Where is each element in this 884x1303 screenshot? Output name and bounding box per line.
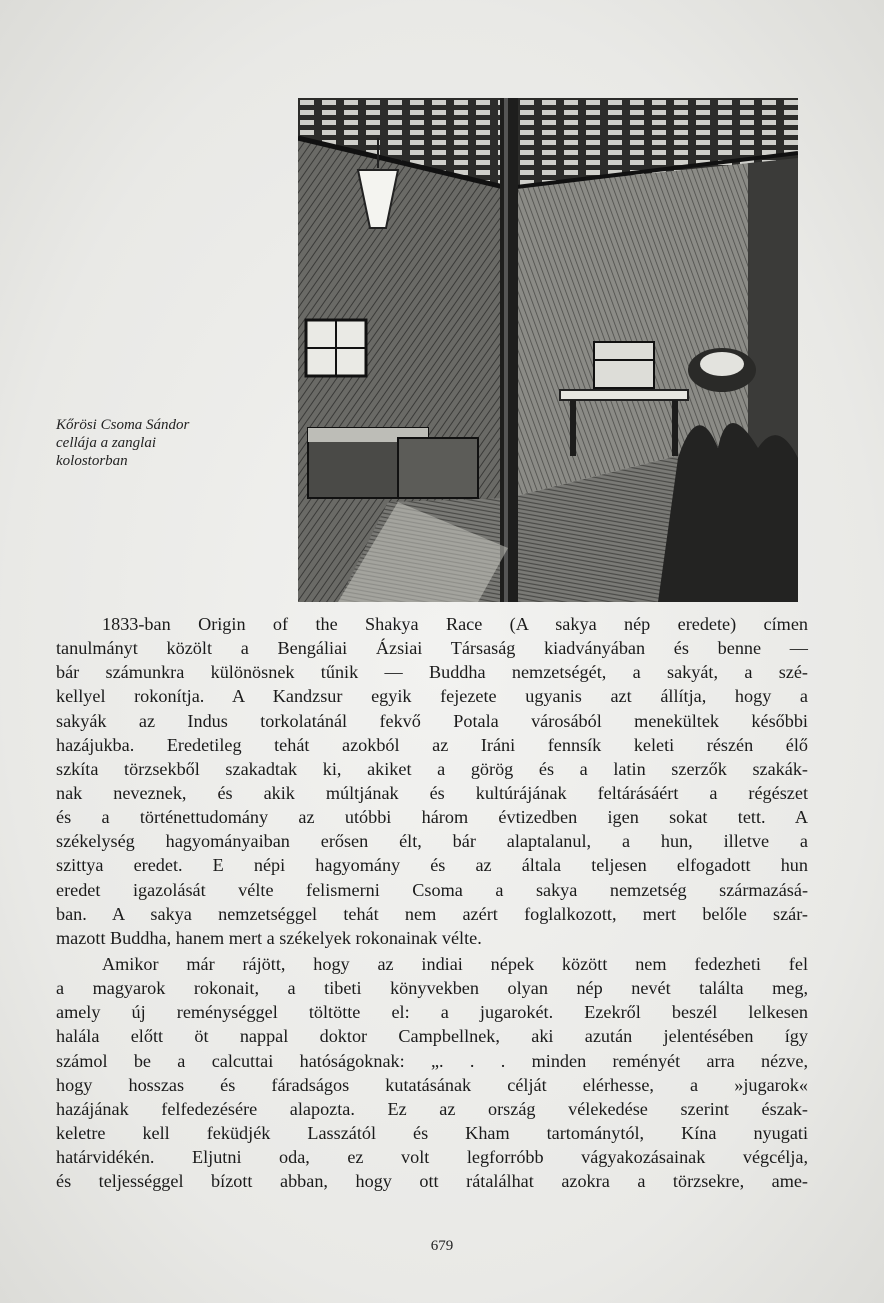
text-line: számol be a calcuttai hatóságoknak: „. . . minden reményét arra nézve, <box>56 1050 808 1071</box>
text-line: mazott Buddha, hanem mert a székelyek rokonainak vélte. <box>56 927 482 948</box>
caption-line: kolostorban <box>56 453 128 469</box>
text-line: Amikor már rájött, hogy az indiai népek között nem fedezheti fel <box>102 953 808 974</box>
text-line: ban. A sakya nemzetséggel tehát nem azért foglalkozott, mert belőle szár- <box>56 903 808 924</box>
cell-illustration <box>298 98 798 602</box>
text-line: a magyarok rokonait, a tibeti könyvekben olyan nép nevét találta meg, <box>56 978 808 999</box>
text-line: és teljességgel bízott abban, hogy ott rátalálhat azokra a törzsekre, ame- <box>56 1171 808 1192</box>
text-line: hazájának felfedezésére alapozta. Ez az ország vélekedése szerint észak- <box>56 1098 808 1119</box>
text-line: hogy hosszas és fáradságos kutatásának célját elérhesse, a »jugarok« <box>56 1074 808 1095</box>
text-line: szittya eredet. E népi hagyomány és az általa teljesen elfogadott hun <box>56 855 808 876</box>
caption-line: cellája a zanglai <box>56 435 156 451</box>
page-number: 679 <box>430 1238 454 1254</box>
text-line: hazájukba. Eredetileg tehát azokból az Iráni fennsík keleti részén élő <box>56 734 808 755</box>
text-line: és a történettudomány az utóbbi három évtizedben igen sokat tett. A <box>56 807 808 828</box>
text-line: eredet igazolását vélte felismerni Csoma a sakya nemzetség származásá- <box>56 879 808 900</box>
text-line: székelység hagyományaiban erősen élt, bár alaptalanul, a hun, illetve a <box>56 831 808 852</box>
figure-caption <box>56 416 256 470</box>
text-line: kellyel rokonítja. A Kandzsur egyik fejezete ugyanis azt állítja, hogy a <box>56 686 808 707</box>
paragraph <box>56 612 808 950</box>
text-line: sakyák az Indus torkolatánál fekvő Potala városából menekültek későbbi <box>56 710 808 731</box>
text-line: tanulmányt közölt a Bengáliai Ázsiai Társaság kiadványában és benne — <box>56 638 808 659</box>
text-line: keletre kell feküdjék Lasszától és Kham tartománytól, Kína nyugati <box>56 1122 808 1143</box>
text-line: 1833-ban Origin of the Shakya Race (A sakya nép eredete) címen <box>102 614 808 634</box>
photo-illustration-icon <box>298 98 798 602</box>
paragraph <box>56 952 808 1193</box>
text-line: nak neveznek, és akik múltjának és kultúrájának feltárásáért a régészet <box>56 782 808 803</box>
text-line: szkíta törzsekből szakadtak ki, akiket a görög és a latin szerzők szakák- <box>56 758 808 779</box>
text-line: amely új reménységgel töltötte el: a jugarokét. Ezekről beszél lelkesen <box>56 1002 808 1023</box>
caption-line: Kőrösi Csoma Sándor <box>56 417 190 433</box>
text-line: bár számunkra különösnek tűnik — Buddha nemzetségét, a sakyát, a szé- <box>56 662 808 683</box>
text-line: határvidékén. Eljutni oda, ez volt legforróbb vágyakozásainak végcélja, <box>56 1147 808 1168</box>
text-line: halála előtt öt nappal doktor Campbellnek, aki azután jelentésében így <box>56 1026 808 1047</box>
article-body <box>56 612 808 1193</box>
